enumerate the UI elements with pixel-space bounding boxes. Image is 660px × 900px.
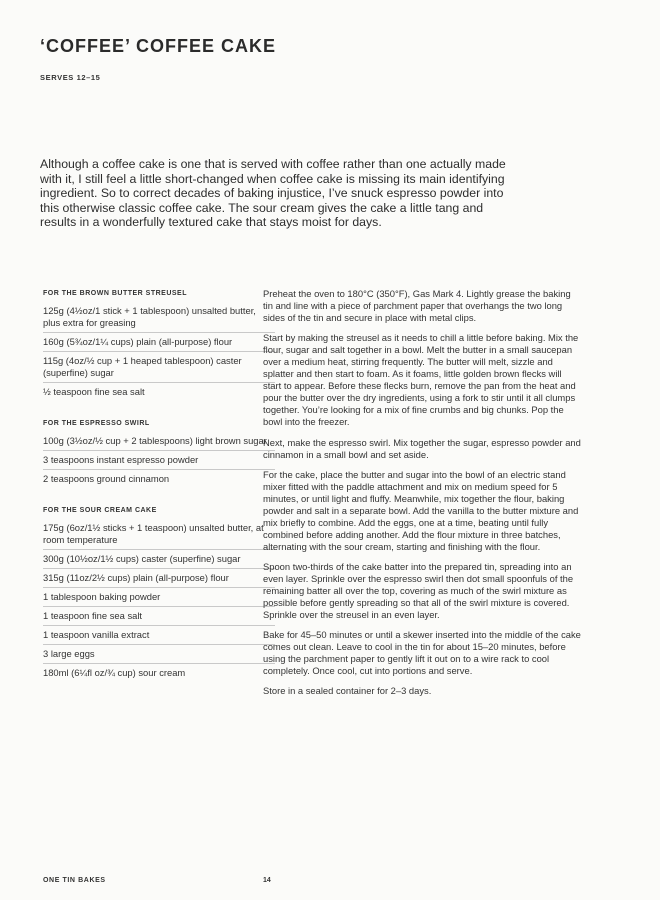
method-step: Store in a sealed container for 2–3 days. <box>263 685 432 697</box>
ingredient-item: 3 large eggs <box>43 648 275 664</box>
recipe-title: ‘COFFEE’ COFFEE CAKE <box>40 36 277 56</box>
ingredient-list <box>43 305 275 401</box>
ingredient-section-sour-cream-cake <box>43 507 275 682</box>
ingredients-column <box>43 290 275 701</box>
section-heading: FOR THE ESPRESSO SWIRL <box>43 420 150 427</box>
ingredient-item: 180ml (6¼fl oz/¾ cup) sour cream <box>43 667 186 678</box>
method-column <box>263 288 581 705</box>
ingredient-item: 160g (5¾oz/1¼ cups) plain (all-purpose) flour <box>43 336 275 352</box>
page-number: 14 <box>263 877 271 884</box>
ingredient-item: 175g (6oz/1½ sticks + 1 teaspoon) unsalted butter, at room temperature <box>43 522 275 550</box>
ingredient-item: 125g (4½oz/1 stick + 1 tablespoon) unsalted butter, plus extra for greasing <box>43 305 275 333</box>
ingredient-section-streusel <box>43 290 275 401</box>
ingredient-list <box>43 522 275 682</box>
ingredient-item: 2 teaspoons ground cinnamon <box>43 473 170 484</box>
method-step: Spoon two-thirds of the cake batter into the prepared tin, spreading into an even layer. Sprinkle over the espresso swirl then dot small spoonfuls of the remaining batter all over the top, covering as much of the swirl mixture as possible before gently spreading so that all of the swirl mixture is covered. Sprinkle over the streusel in an even layer. <box>263 560 574 621</box>
ingredient-item: 3 teaspoons instant espresso powder <box>43 454 275 470</box>
ingredient-item: 300g (10½oz/1½ cups) caster (superfine) sugar <box>43 553 275 569</box>
ingredient-list <box>43 435 275 488</box>
serves-label: SERVES 12–15 <box>40 73 101 82</box>
ingredient-item: 1 teaspoon vanilla extract <box>43 629 275 645</box>
section-heading: FOR THE SOUR CREAM CAKE <box>43 507 157 514</box>
ingredient-item: 1 tablespoon baking powder <box>43 591 275 607</box>
section-heading: FOR THE BROWN BUTTER STREUSEL <box>43 290 187 297</box>
ingredient-item: 100g (3½oz/½ cup + 2 tablespoons) light brown sugar <box>43 435 275 451</box>
method-step: Start by making the streusel as it needs to chill a little before baking. Mix the flour, sugar and salt together in a bowl. Melt the butter in a small saucepan over a medium heat, stirring frequently. The butter will melt, sizzle and splatter and then start to foam. As it foams, little golden brown flecks will start to appear. Before these flecks burn, remove the pan from the heat and pour the butter over the dry ingredients, using a fork to stir until it all clumps together. You’re looking for a mix of fine crumbs and big chunks. Pop the bowl into the freezer. <box>263 332 579 428</box>
intro-paragraph: Although a coffee cake is one that is served with coffee rather than one actually made with it, I still feel a little short-changed when coffee cake is missing its main identifying ingredient. So to correct decades of baking injustice, I’ve snuck espresso powder into this otherwise classic coffee cake. The sour cream gives the cake a little tang and results in a wonderfully textured cake that stays moist for days. <box>40 157 506 230</box>
method-step: Bake for 45–50 minutes or until a skewer inserted into the middle of the cake comes out clean. Leave to cool in the tin for about 15–20 minutes, before using the parchment paper to gently lift it out on to a wire rack to cool completely. Once cool, cut into portions and serve. <box>263 629 581 677</box>
method-step: Next, make the espresso swirl. Mix together the sugar, espresso powder and cinnamon in a small bowl and set aside. <box>263 436 581 460</box>
ingredient-item: 315g (11oz/2½ cups) plain (all-purpose) flour <box>43 572 275 588</box>
ingredient-item: ½ teaspoon fine sea salt <box>43 386 145 397</box>
ingredient-item: 115g (4oz/½ cup + 1 heaped tablespoon) caster (superfine) sugar <box>43 355 275 383</box>
method-step: Preheat the oven to 180°C (350°F), Gas Mark 4. Lightly grease the baking tin and line with a piece of parchment paper that overhangs the two long sides of the tin and secure in place with metal clips. <box>263 288 571 324</box>
method-step: For the cake, place the butter and sugar into the bowl of an electric stand mixer fitted with the paddle attachment and mix on medium speed for 5 minutes, or until light and fluffy. Meanwhile, mix together the flour, baking powder and salt in a separate bowl. Add the vanilla to the butter mixture and mix briefly to combine. Add the eggs, one at a time, beating until fully combined before adding another. Add the flour mixture in three batches, alternating with the sour cream, starting and finishing with the flour. <box>263 468 579 552</box>
book-title: ONE TIN BAKES <box>43 877 106 884</box>
ingredient-item: 1 teaspoon fine sea salt <box>43 610 275 626</box>
ingredient-section-espresso-swirl <box>43 420 275 488</box>
